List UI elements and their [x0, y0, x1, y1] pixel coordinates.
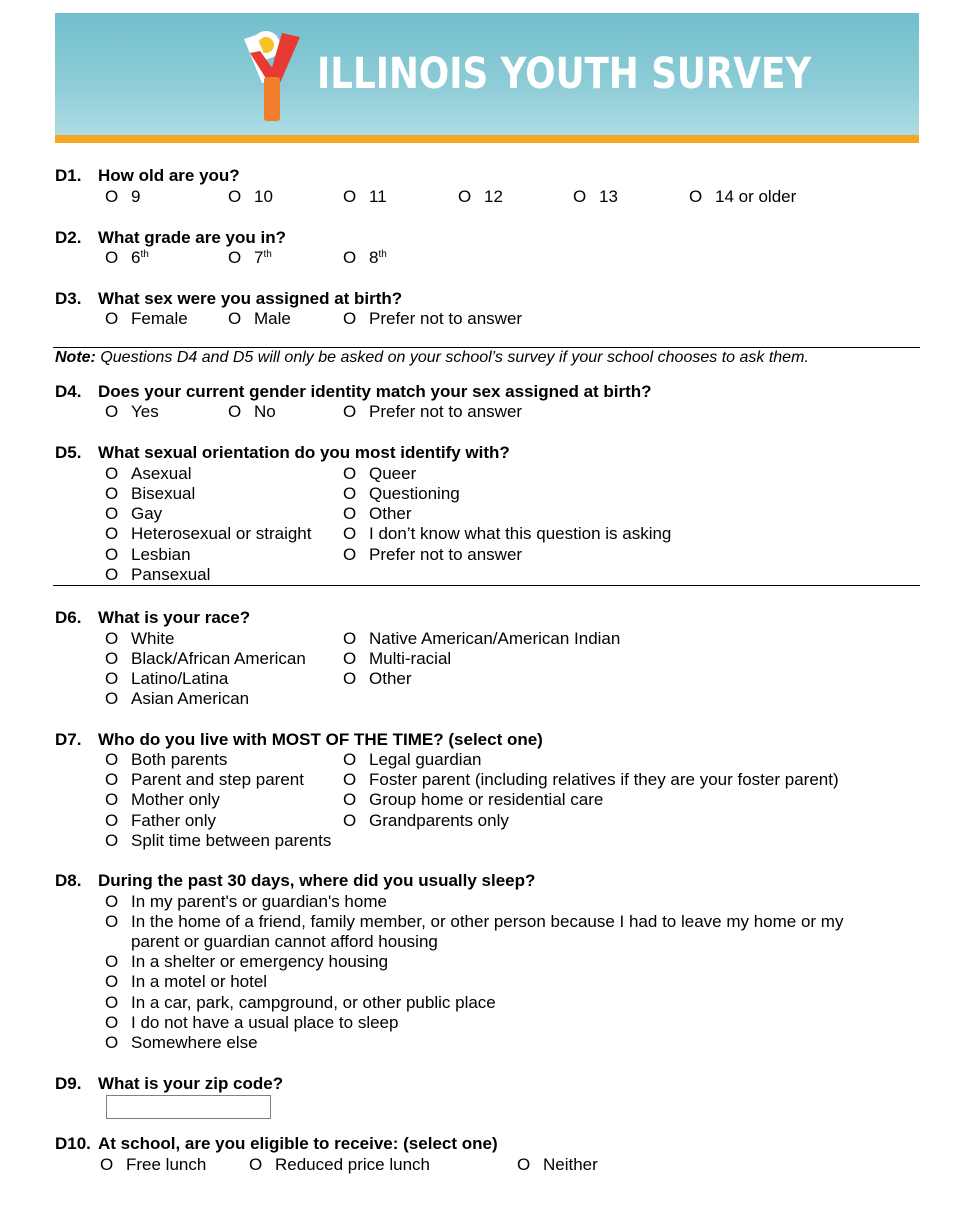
option-label: In my parent's or guardian's home	[131, 892, 387, 911]
radio-mark: O	[105, 912, 119, 931]
option-d10-neither[interactable]	[517, 1155, 598, 1175]
option-d5-queer[interactable]	[343, 464, 416, 484]
option-d7-group-home[interactable]	[343, 790, 603, 810]
question-number: D9.	[55, 1074, 82, 1093]
option-label: Yes	[131, 402, 159, 421]
option-d4-no[interactable]	[228, 402, 276, 422]
option-label: Black/African American	[131, 649, 306, 668]
question-d10	[55, 1134, 498, 1154]
radio-mark: O	[343, 504, 357, 523]
radio-mark: O	[105, 504, 119, 523]
radio-mark: O	[343, 187, 357, 206]
option-d5-gay[interactable]	[105, 504, 162, 524]
radio-mark: O	[249, 1155, 263, 1174]
option-label: In the home of a friend, family member, or other person because I had to leave my home or my	[131, 912, 844, 931]
option-d2-8th[interactable]	[343, 248, 387, 268]
option-d1-9[interactable]	[105, 187, 140, 207]
radio-mark: O	[105, 187, 119, 206]
option-d8-motel[interactable]	[105, 972, 267, 992]
radio-mark: O	[105, 545, 119, 564]
option-label: Asian American	[131, 689, 250, 708]
option-d4-prefer-not[interactable]	[343, 402, 522, 422]
option-label: Queer	[369, 464, 417, 483]
option-d6-white[interactable]	[105, 629, 174, 649]
option-d7-split-time[interactable]	[105, 831, 331, 851]
option-d3-female[interactable]	[105, 309, 188, 329]
option-label: In a car, park, campground, or other public place	[131, 993, 496, 1012]
option-d6-other[interactable]	[343, 669, 412, 689]
illinois-youth-survey-logo	[236, 23, 314, 123]
option-label: Foster parent (including relatives if they are your foster parent)	[369, 770, 839, 789]
option-label: 9	[131, 187, 141, 206]
radio-mark: O	[105, 770, 119, 789]
radio-mark: O	[105, 402, 119, 421]
option-d8-somewhere-else[interactable]	[105, 1033, 258, 1053]
option-d6-native-american[interactable]	[343, 629, 620, 649]
radio-mark: O	[105, 629, 119, 648]
radio-mark: O	[228, 309, 242, 328]
question-text: What sexual orientation do you most identify with?	[98, 443, 510, 462]
radio-mark: O	[228, 187, 242, 206]
radio-mark: O	[105, 892, 119, 911]
radio-mark: O	[105, 464, 119, 483]
option-d5-lesbian[interactable]	[105, 545, 191, 565]
survey-banner	[55, 13, 919, 143]
question-text: How old are you?	[98, 166, 240, 185]
option-label: In a motel or hotel	[131, 972, 268, 991]
note-text: Questions D4 and D5 will only be asked on your school’s survey if your school chooses to ask them.	[95, 349, 809, 366]
option-label: 13	[599, 187, 618, 206]
option-d1-12[interactable]	[458, 187, 503, 207]
option-d1-11[interactable]	[343, 187, 387, 207]
question-d4	[55, 382, 652, 402]
option-label: Latino/Latina	[131, 669, 229, 688]
option-label: Group home or residential care	[369, 790, 604, 809]
option-d5-dont-know[interactable]	[343, 524, 671, 544]
radio-mark: O	[689, 187, 703, 206]
option-label: Split time between parents	[131, 831, 332, 850]
option-d7-both-parents[interactable]	[105, 750, 227, 770]
radio-mark: O	[105, 811, 119, 830]
ordinal-suffix: th	[263, 249, 272, 260]
question-number: D3.	[55, 289, 82, 308]
option-label: Heterosexual or straight	[131, 524, 312, 543]
option-d5-bisexual[interactable]	[105, 484, 195, 504]
radio-mark: O	[343, 770, 357, 789]
question-number: D6.	[55, 608, 82, 627]
option-label: 14 or older	[715, 187, 797, 206]
option-label: Somewhere else	[131, 1033, 258, 1052]
option-label: Mother only	[131, 790, 220, 809]
note	[55, 349, 809, 367]
question-d3	[55, 289, 402, 309]
radio-mark: O	[228, 248, 242, 267]
question-d1	[55, 166, 240, 186]
option-label: Free lunch	[126, 1155, 207, 1174]
question-text: What is your zip code?	[98, 1074, 284, 1093]
option-label: 10	[254, 187, 273, 206]
option-label: White	[131, 629, 175, 648]
question-d2	[55, 228, 286, 248]
option-d3-prefer-not[interactable]	[343, 309, 522, 329]
option-d5-pansexual[interactable]	[105, 565, 210, 585]
option-d6-asian[interactable]	[105, 689, 249, 709]
radio-mark: O	[105, 972, 119, 991]
radio-mark: O	[343, 464, 357, 483]
section-divider-bottom	[53, 585, 920, 586]
option-label: Multi-racial	[369, 649, 452, 668]
question-d5	[55, 443, 510, 463]
option-d6-latino[interactable]	[105, 669, 228, 689]
option-d1-13[interactable]	[573, 187, 618, 207]
radio-mark: O	[343, 790, 357, 809]
radio-mark: O	[105, 524, 119, 543]
option-label: Both parents	[131, 750, 228, 769]
radio-mark: O	[100, 1155, 114, 1174]
question-text: What grade are you in?	[98, 228, 286, 247]
question-d9	[55, 1074, 283, 1094]
question-number: D1.	[55, 166, 82, 185]
radio-mark: O	[105, 750, 119, 769]
option-label: I do not have a usual place to sleep	[131, 1013, 399, 1032]
option-d5-questioning[interactable]	[343, 484, 460, 504]
option-d5-other[interactable]	[343, 504, 412, 524]
option-label: 6	[131, 248, 141, 267]
option-label: Other	[369, 504, 412, 523]
option-label: 7	[254, 248, 264, 267]
option-d4-yes[interactable]	[105, 402, 159, 422]
radio-mark: O	[343, 309, 357, 328]
question-d7	[55, 730, 543, 750]
option-d10-reduced-lunch[interactable]	[249, 1155, 430, 1175]
radio-mark: O	[105, 689, 119, 708]
radio-mark: O	[105, 1013, 119, 1032]
radio-mark: O	[105, 484, 119, 503]
option-d1-10[interactable]	[228, 187, 273, 207]
question-number: D7.	[55, 730, 82, 749]
option-d7-grandparents[interactable]	[343, 811, 509, 831]
option-d7-foster-parent[interactable]	[343, 770, 839, 790]
option-d8-friends-home-continued	[131, 932, 438, 952]
option-label: Legal guardian	[369, 750, 482, 769]
option-d7-step-parent[interactable]	[105, 770, 304, 790]
option-label: Questioning	[369, 484, 460, 503]
option-label: Reduced price lunch	[275, 1155, 430, 1174]
radio-mark: O	[105, 248, 119, 267]
option-label: Bisexual	[131, 484, 196, 503]
option-label: No	[254, 402, 276, 421]
option-label: I don’t know what this question is asking	[369, 524, 672, 543]
ordinal-suffix: th	[378, 249, 387, 260]
radio-mark: O	[105, 1033, 119, 1052]
option-d2-7th[interactable]	[228, 248, 272, 268]
question-text: At school, are you eligible to receive: (select one)	[98, 1134, 498, 1153]
radio-mark: O	[343, 545, 357, 564]
option-d6-multi-racial[interactable]	[343, 649, 451, 669]
option-d6-black[interactable]	[105, 649, 306, 669]
option-label: 12	[484, 187, 503, 206]
radio-mark: O	[517, 1155, 531, 1174]
banner-stripe	[55, 135, 919, 143]
radio-mark: O	[105, 952, 119, 971]
question-number: D8.	[55, 871, 82, 890]
question-number: D10.	[55, 1134, 91, 1153]
radio-mark: O	[343, 629, 357, 648]
radio-mark: O	[105, 565, 119, 584]
question-number: D2.	[55, 228, 82, 247]
question-text: What sex were you assigned at birth?	[98, 289, 403, 308]
option-d8-no-usual-place[interactable]	[105, 1013, 398, 1033]
banner-title: ILLINOIS YOUTH SURVEY	[317, 49, 812, 99]
option-label: 11	[369, 187, 387, 206]
radio-mark: O	[105, 831, 119, 850]
option-d5-asexual[interactable]	[105, 464, 191, 484]
radio-mark: O	[343, 402, 357, 421]
option-label: Male	[254, 309, 291, 328]
question-text: Who do you live with MOST OF THE TIME? (select one)	[98, 730, 543, 749]
radio-mark: O	[343, 484, 357, 503]
option-label: Father only	[131, 811, 217, 830]
option-label: parent or guardian cannot afford housing	[131, 932, 438, 951]
option-d5-prefer-not[interactable]	[343, 545, 522, 565]
note-label: Note:	[55, 349, 96, 366]
radio-mark: O	[343, 750, 357, 769]
radio-mark: O	[458, 187, 472, 206]
radio-mark: O	[343, 649, 357, 668]
question-d6	[55, 608, 250, 628]
section-divider-top	[53, 347, 920, 348]
option-label: Pansexual	[131, 565, 211, 584]
question-d8	[55, 871, 535, 891]
option-label: Prefer not to answer	[369, 309, 523, 328]
option-d7-father-only[interactable]	[105, 811, 216, 831]
option-d7-mother-only[interactable]	[105, 790, 220, 810]
option-label: Female	[131, 309, 188, 328]
ordinal-suffix: th	[140, 249, 149, 260]
option-label: Asexual	[131, 464, 192, 483]
radio-mark: O	[228, 402, 242, 421]
radio-mark: O	[105, 790, 119, 809]
zip-code-input[interactable]	[106, 1095, 271, 1119]
option-label: Parent and step parent	[131, 770, 304, 789]
option-d8-parents-home[interactable]	[105, 892, 387, 912]
option-label: Native American/American Indian	[369, 629, 621, 648]
option-d1-14-or-older[interactable]	[689, 187, 796, 207]
option-label: 8	[369, 248, 379, 267]
option-d5-heterosexual[interactable]	[105, 524, 311, 544]
option-d10-free-lunch[interactable]	[100, 1155, 206, 1175]
question-number: D5.	[55, 443, 82, 462]
radio-mark: O	[343, 811, 357, 830]
option-label: Lesbian	[131, 545, 191, 564]
option-label: Prefer not to answer	[369, 545, 523, 564]
option-d7-legal-guardian[interactable]	[343, 750, 481, 770]
option-label: Grandparents only	[369, 811, 509, 830]
option-d8-shelter[interactable]	[105, 952, 388, 972]
option-d3-male[interactable]	[228, 309, 291, 329]
option-label: Prefer not to answer	[369, 402, 523, 421]
option-d2-6th[interactable]	[105, 248, 149, 268]
question-text: What is your race?	[98, 608, 251, 627]
option-d8-friends-home[interactable]	[105, 912, 843, 932]
option-label: In a shelter or emergency housing	[131, 952, 389, 971]
question-text: During the past 30 days, where did you usually sleep?	[98, 871, 536, 890]
radio-mark: O	[105, 993, 119, 1012]
question-text: Does your current gender identity match your sex assigned at birth?	[98, 382, 652, 401]
option-label: Other	[369, 669, 412, 688]
option-d8-car-park[interactable]	[105, 993, 496, 1013]
option-label: Neither	[543, 1155, 598, 1174]
radio-mark: O	[573, 187, 587, 206]
radio-mark: O	[105, 649, 119, 668]
question-number: D4.	[55, 382, 82, 401]
radio-mark: O	[105, 309, 119, 328]
option-label: Gay	[131, 504, 163, 523]
radio-mark: O	[343, 248, 357, 267]
radio-mark: O	[105, 669, 119, 688]
radio-mark: O	[343, 524, 357, 543]
radio-mark: O	[343, 669, 357, 688]
